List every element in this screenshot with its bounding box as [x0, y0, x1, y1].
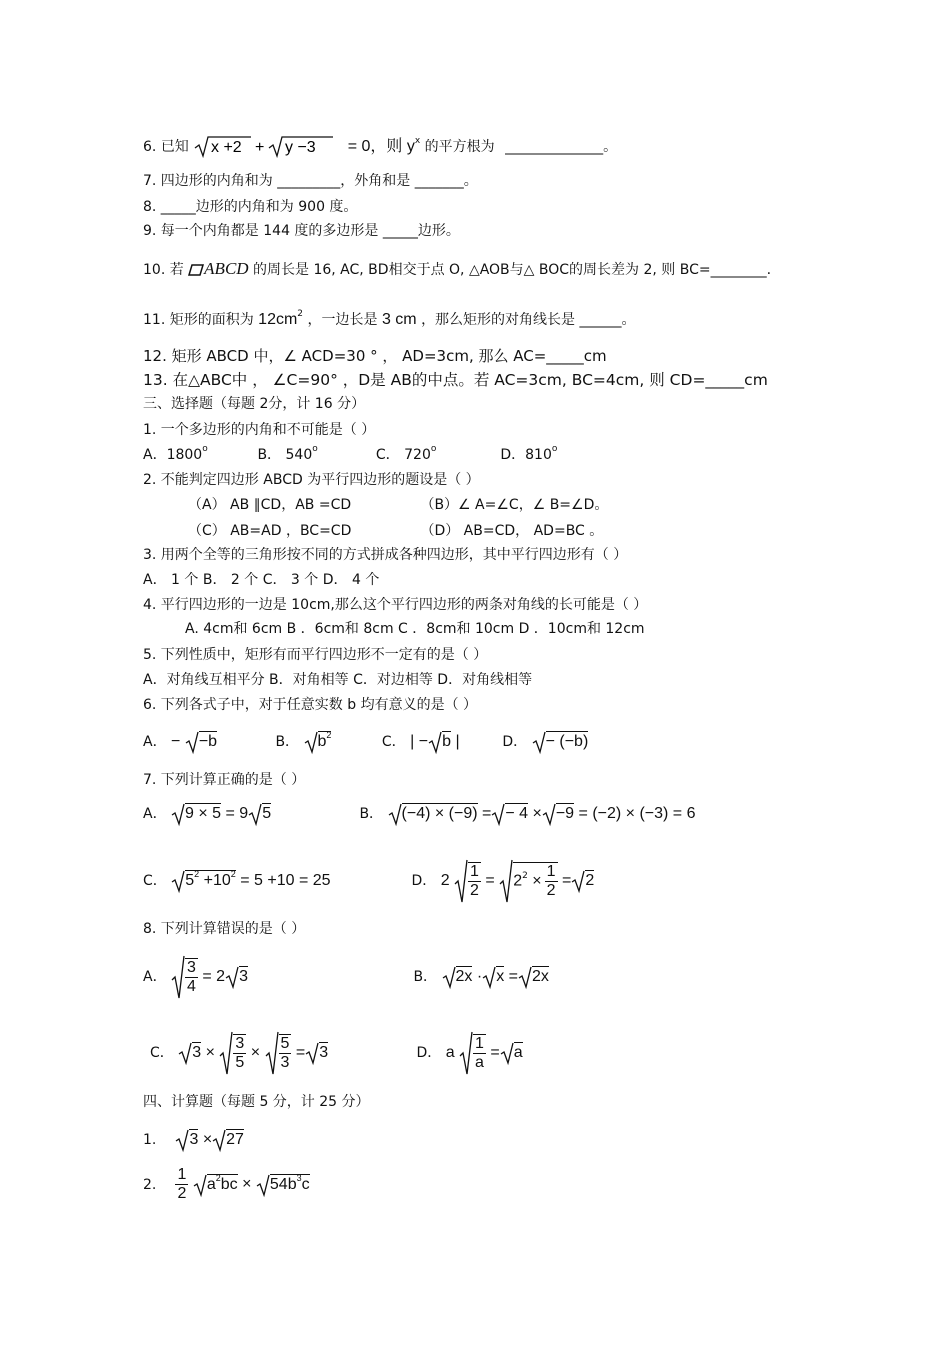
sqrt-fraction	[499, 858, 557, 904]
cq4-stem: 4. 平行四边形的一边是 10cm,那么这个平行四边形的两条对角线的长可能是（ ）	[143, 597, 648, 613]
degree-mark: o	[430, 444, 437, 454]
cq8-cd	[150, 1030, 523, 1080]
q6-pre: 已知	[160, 139, 189, 155]
svg-text:x +2: x +2	[211, 139, 242, 156]
calc-q2	[143, 1166, 310, 1214]
q6-eq0: = 0，则	[347, 138, 403, 155]
cq7-b-radicand2: − 4	[505, 805, 529, 822]
times-sign: ×	[527, 872, 542, 890]
cq6-c-abs-close: |	[451, 733, 460, 750]
cq8-b-radicand3: 2x	[532, 968, 549, 985]
sqrt-icon	[388, 802, 478, 826]
cq8-a-eq: = 2	[202, 968, 226, 985]
cq7-b: B．	[359, 806, 384, 822]
calc-q1-radicand2: 27	[226, 1131, 244, 1148]
sqrt-icon	[500, 1041, 523, 1065]
cq8-d-radicand: a	[513, 1044, 523, 1061]
fraction-numerator: 3	[187, 959, 196, 976]
cq2-b: （B）∠ A=∠C，∠ B=∠D。	[420, 497, 609, 513]
cq7-d-radicand3: 2	[585, 872, 595, 889]
cq7-a: A．	[143, 806, 167, 822]
cq7-c-result: = 5 +10 = 25	[240, 872, 331, 889]
q6-y: y	[406, 138, 415, 155]
times-sign: ×	[532, 805, 542, 822]
fraction-denominator: 4	[187, 978, 196, 995]
cq6-options	[143, 730, 588, 760]
sqrt-fraction	[219, 1030, 246, 1076]
q10-rest: 的周长是 16, AC, BD相交于点 O, △AOB与△ BOC的周长差为 2, 则 BC=________.	[253, 262, 772, 278]
cq7-b-radicand3: −9	[555, 805, 575, 822]
calc-q2-54b: 54b	[269, 1175, 297, 1193]
sqrt-icon	[175, 1128, 198, 1152]
cq2-row1	[188, 496, 608, 514]
calc-q1-radicand1: 3	[189, 1131, 199, 1148]
cq8-b-radicand1: 2x	[455, 968, 473, 985]
cq2-stem: 2. 不能判定四边形 ABCD 为平行四边形的题设是（ ）	[143, 472, 480, 488]
sqrt-icon	[178, 1041, 201, 1065]
svg-text:y −3: y −3	[285, 139, 316, 156]
degree-mark: o	[312, 444, 318, 454]
cq8-c-radicand2: 3	[319, 1044, 329, 1061]
dot-sign: ·	[472, 968, 483, 985]
cq7-c: C．	[143, 873, 167, 889]
sqrt-icon	[171, 802, 221, 826]
degree-mark: o	[551, 444, 558, 454]
cq7-d-exp: 2	[522, 870, 528, 881]
fraction-denominator: 5	[235, 1054, 245, 1071]
cq7-a-eq: = 9	[225, 805, 249, 822]
cq6-c-radicand: b	[442, 733, 451, 750]
fraction-numerator: 3	[235, 1035, 245, 1052]
cq8-stem: 8. 下列计算错误的是（ ）	[143, 921, 306, 937]
q11-text-a: 11. 矩形的面积为	[143, 312, 259, 328]
cq7-d-base: 2	[513, 872, 523, 890]
cq2-row2	[188, 522, 603, 540]
q11-text-c: ，那么矩形的对角线长是 ______。	[421, 312, 636, 328]
calc-q1	[143, 1128, 244, 1158]
calc-q2-bc: bc	[220, 1175, 238, 1193]
cq6-b-radicand: b	[317, 733, 327, 750]
times-sign: ×	[202, 1131, 213, 1148]
fraction-numerator: 1	[475, 1035, 484, 1052]
q8-line: 8. _____边形的内角和为 900 度。	[143, 199, 358, 215]
q9-line: 9. 每一个内角都是 144 度的多边形是 _____边形。	[143, 223, 460, 239]
sqrt-icon	[212, 1128, 244, 1152]
fraction-denominator: a	[475, 1054, 484, 1071]
fraction-numerator: 1	[470, 863, 479, 880]
q11-side: 3 cm	[381, 311, 417, 328]
cq6-b-exp: 2	[326, 730, 332, 740]
cq2-c: （C） AB=AD ，BC=CD	[188, 523, 352, 539]
cq8-a: A．	[143, 969, 167, 985]
times-sign: ×	[205, 1044, 215, 1061]
parallelogram-icon	[188, 263, 204, 277]
cq7-a-radicand: 9 × 5	[185, 805, 222, 822]
choice-heading: 三、选择题（每题 2分，计 16 分）	[143, 396, 366, 412]
cq7-a-radicand2: 5	[262, 805, 272, 822]
cq7-cd	[143, 858, 594, 906]
calc-q2-number: 2.	[143, 1176, 157, 1193]
cq2-d: （D） AB=CD， AD=BC 。	[420, 523, 604, 539]
q6-radicals	[193, 134, 343, 160]
sqrt-icon	[491, 802, 528, 826]
calc-q2-c: c	[301, 1175, 310, 1193]
fraction-denominator: 2	[470, 882, 479, 899]
cq6-a-minus: −	[171, 733, 181, 750]
sqrt-fraction	[171, 954, 198, 1000]
cq7-b-radicand: (−4) × (−9)	[401, 805, 478, 822]
calc-q1-number: 1.	[143, 1132, 157, 1148]
fraction-numerator: 1	[546, 863, 556, 880]
cq6-a: A．	[143, 734, 167, 750]
cq6-d: D．	[502, 734, 528, 750]
q12-line: 12. 矩形 ABCD 中，∠ ACD=30 ° ， AD=3cm, 那么 AC=_____cm	[143, 347, 607, 365]
cq1-c: C． 720	[375, 447, 431, 463]
cq3-options: A． 1 个 B． 2 个 C． 3 个 D． 4 个	[143, 572, 380, 588]
calc-q2-exp1: 2	[215, 1172, 221, 1183]
cq7-c-exp2: 2	[230, 869, 236, 879]
cq8-b: B．	[413, 969, 438, 985]
sqrt-icon	[542, 802, 574, 826]
sqrt-fraction	[265, 1030, 292, 1076]
cq6-b: B．	[275, 734, 300, 750]
calc-q2-a: a	[206, 1175, 216, 1193]
cq8-d-eq: =	[490, 1044, 500, 1061]
sqrt-fraction	[454, 858, 481, 904]
q11-line	[143, 311, 636, 331]
cq8-c-radicand1: 3	[192, 1044, 202, 1061]
cq7-d-coef: 2	[440, 872, 450, 889]
q10-abcd: ABCD	[204, 259, 249, 278]
sqrt-icon	[248, 802, 271, 826]
sqrt-icon	[185, 730, 217, 754]
sqrt-icon	[428, 730, 451, 754]
cq1-a: A．1800	[143, 447, 203, 463]
cq8-ab	[143, 954, 549, 1004]
sqrt-icon	[571, 869, 594, 893]
cq7-stem: 7. 下列计算正确的是（ ）	[143, 772, 306, 788]
times-sign: ×	[250, 1044, 261, 1061]
cq6-c-abs-open: | −	[410, 733, 429, 750]
sqrt-icon	[518, 965, 549, 989]
cq8-b-radicand2: x	[496, 968, 505, 985]
cq8-d-coef: a	[445, 1044, 455, 1061]
cq4-options: A. 4cm和 6cm B ．6cm和 8cm C ．8cm和 10cm D ．10cm和 12cm	[185, 621, 645, 637]
cq5-stem: 5. 下列性质中，矩形有而平行四边形不一定有的是（ ）	[143, 647, 488, 663]
q10-number: 10. 若	[143, 262, 184, 278]
cq5-options: A．对角线互相平分 B．对角相等 C．对边相等 D．对角线相等	[143, 672, 533, 688]
calc-heading: 四、计算题（每题 5 分，计 25 分）	[143, 1094, 370, 1110]
cq8-d: D．	[416, 1045, 442, 1061]
fraction-denominator: 2	[546, 882, 556, 899]
sqrt-icon	[532, 730, 589, 754]
q7-line: 7. 四边形的内角和为 _________，外角和是 _______。	[143, 173, 478, 189]
sqrt-icon	[304, 730, 332, 754]
q11-area: 12cm	[258, 311, 298, 328]
q11-square: 2	[297, 309, 304, 319]
sqrt-icon	[305, 1041, 328, 1065]
q6-x-sup: x	[414, 136, 421, 146]
q13-line: 13. 在△ABC中 ， ∠C=90° ，D是 AB的中点。若 AC=3cm, BC=4cm, 则 CD=_____cm	[143, 371, 768, 389]
cq6-d-radicand: − (−b)	[545, 733, 589, 750]
svg-text:+: +	[255, 139, 265, 156]
degree-mark: o	[202, 444, 208, 454]
sqrt-icon	[225, 965, 248, 989]
calc-q2-exp2: 3	[296, 1172, 302, 1183]
cq7-d: D．	[411, 873, 437, 889]
cq8-a-radicand: 3	[239, 968, 248, 985]
fraction-numerator: 1	[177, 1166, 187, 1183]
times-sign: ×	[242, 1175, 252, 1193]
cq7-d-eq2: =	[562, 872, 572, 889]
cq7-d-eq1: =	[485, 872, 495, 889]
cq6-a-radicand: −b	[198, 733, 218, 750]
q6-post: 的平方根为	[424, 139, 495, 155]
q6-line	[143, 134, 617, 160]
sqrt-icon	[482, 965, 504, 989]
q11-text-b: ，一边长是	[307, 312, 382, 328]
cq7-ab	[143, 802, 695, 832]
fraction-denominator: 2	[177, 1185, 187, 1202]
cq2-a: （A） AB ∥CD，AB =CD	[188, 497, 352, 513]
cq8-c: C．	[150, 1045, 174, 1061]
fraction-numerator: 5	[280, 1035, 290, 1052]
cq1-stem: 1. 一个多边形的内角和不可能是（ ）	[143, 422, 376, 438]
fraction-denominator: 3	[280, 1054, 290, 1071]
cq7-c-plus: +10	[199, 872, 231, 889]
cq3-stem: 3. 用两个全等的三角形按不同的方式拼成各种四边形，其中平行四边形有（ ）	[143, 547, 628, 563]
q6-number: 6.	[143, 139, 157, 155]
sqrt-icon	[171, 869, 236, 893]
cq6-stem: 6. 下列各式子中，对于任意实数 b 均有意义的是（ ）	[143, 697, 478, 713]
cq7-c-base1: 5	[185, 872, 195, 889]
cq7-b-eq1: =	[482, 805, 492, 822]
cq8-b-eq: =	[508, 968, 518, 985]
sqrt-icon	[256, 1173, 310, 1197]
sqrt-fraction	[459, 1030, 486, 1076]
cq7-c-exp1: 2	[194, 869, 200, 879]
sqrt-icon	[442, 965, 473, 989]
q10-line	[143, 260, 771, 279]
cq8-c-eq: =	[295, 1044, 306, 1061]
q6-blank: ______________。	[505, 139, 618, 155]
sqrt-icon	[193, 1173, 238, 1197]
cq1-b: B． 540	[257, 447, 313, 463]
cq1-d: D．810	[500, 447, 552, 463]
cq7-b-result: = (−2) × (−3) = 6	[578, 805, 696, 822]
cq6-c: C．	[381, 734, 406, 750]
cq1-options	[143, 446, 557, 466]
